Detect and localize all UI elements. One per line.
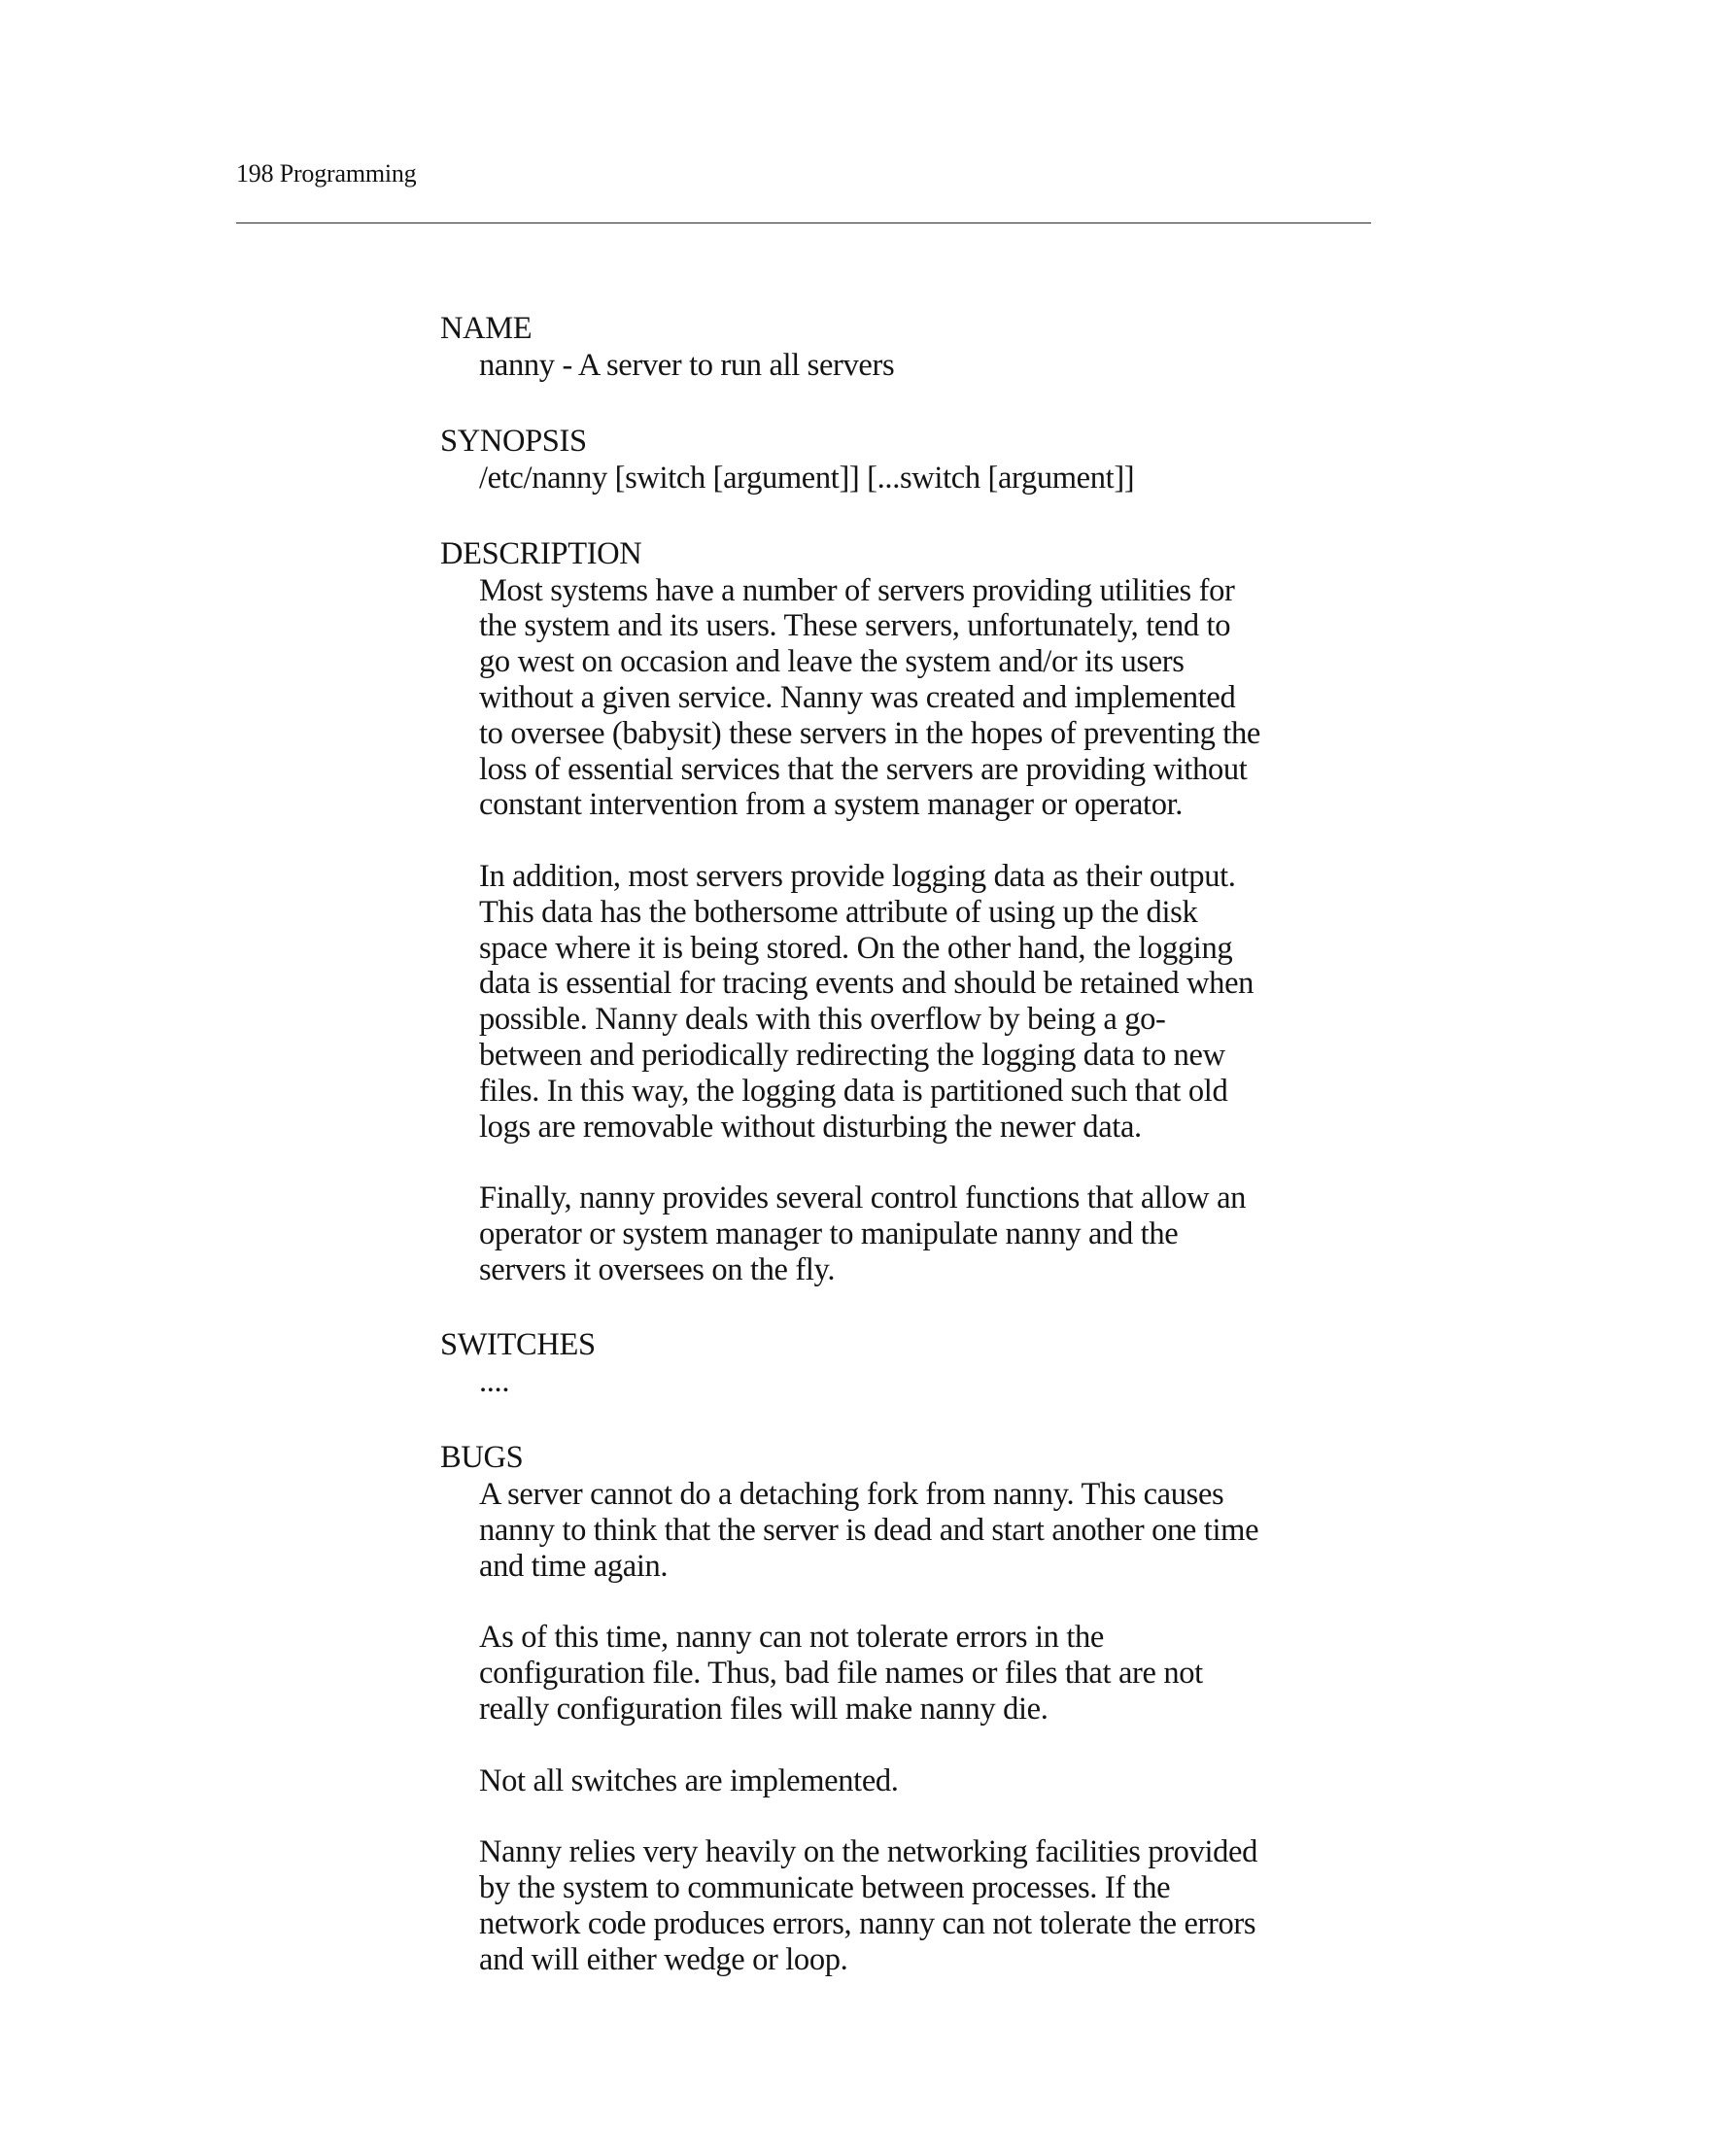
text-line: possible. Nanny deals with this overflow by being a go- [479, 1002, 1166, 1038]
text-line: data is essential for tracing events and should be retained when [479, 966, 1255, 1002]
paragraph [479, 1763, 1412, 1799]
text-line: Most systems have a number of servers providing utilities for [479, 572, 1235, 608]
ellipsis-placeholder: .... [479, 1364, 510, 1400]
paragraph [479, 461, 1412, 496]
text-line: Nanny relies very heavily on the networking facilities provided [479, 1834, 1258, 1870]
paragraph [479, 1181, 1412, 1287]
section-heading: BUGS [440, 1440, 524, 1476]
text-line: really configuration files will make nanny die. [479, 1692, 1049, 1728]
header-rule [236, 222, 1371, 223]
text-line: the system and its users. These servers, unfortunately, tend to [479, 608, 1231, 644]
text-line: loss of essential services that the servers are providing without [479, 751, 1248, 787]
text-line: between and periodically redirecting the logging data to new [479, 1037, 1225, 1073]
text-line: files. In this way, the logging data is partitioned such that old [479, 1073, 1228, 1109]
section-body [479, 348, 1412, 384]
text-line: nanny to think that the server is dead and start another one time [479, 1513, 1259, 1549]
section-bugs [440, 1440, 1412, 1977]
text-line: to oversee (babysit) these servers in the hopes of preventing the [479, 715, 1260, 751]
text-line: operator or system manager to manipulate nanny and the [479, 1215, 1179, 1251]
text-line: and will either wedge or loop. [479, 1941, 848, 1977]
text-line: logs are removable without disturbing the newer data. [479, 1109, 1142, 1145]
section-body [479, 1477, 1412, 1977]
text-line: As of this time, nanny can not tolerate errors in the [479, 1620, 1105, 1656]
running-head: 198 Programming [236, 159, 417, 188]
paragraph [479, 348, 1412, 384]
text-line: configuration file. Thus, bad file names or files that are not [479, 1656, 1203, 1692]
text-line: space where it is being stored. On the other hand, the logging [479, 930, 1233, 966]
section-body [479, 1364, 1412, 1400]
text-line: Not all switches are implemented. [479, 1762, 899, 1798]
section-body [479, 573, 1412, 1288]
paragraph [479, 1364, 1412, 1400]
section-switches [440, 1327, 1412, 1400]
section-body [479, 461, 1412, 496]
text-line: This data has the bothersome attribute of using up the disk [479, 894, 1198, 930]
paragraph [479, 1477, 1412, 1584]
text-line: network code produces errors, nanny can not tolerate the errors [479, 1905, 1256, 1941]
text-line: In addition, most servers provide logging data as their output. [479, 858, 1236, 894]
section-heading: NAME [440, 311, 533, 346]
section-heading: SWITCHES [440, 1327, 596, 1363]
paragraph [479, 573, 1412, 824]
text-line: Finally, nanny provides several control functions that allow an [479, 1181, 1247, 1216]
text-line: constant intervention from a system manager or operator. [479, 787, 1184, 823]
paragraph [479, 859, 1412, 1145]
text-line: without a given service. Nanny was created and implemented [479, 679, 1236, 715]
paragraph [479, 1620, 1412, 1727]
text-line: and time again. [479, 1548, 669, 1584]
text-line: go west on occasion and leave the system and/or its users [479, 644, 1185, 680]
section-name [440, 311, 1412, 384]
synopsis-command: /etc/nanny [switch [argument]] [...switch [argument]] [479, 460, 1135, 496]
text-line: A server cannot do a detaching fork from nanny. This causes [479, 1477, 1224, 1513]
text-line: nanny - A server to run all servers [479, 347, 895, 383]
paragraph [479, 1834, 1412, 1977]
section-heading: SYNOPSIS [440, 423, 587, 459]
man-page [440, 311, 1412, 1977]
section-description [440, 536, 1412, 1288]
section-synopsis [440, 424, 1412, 496]
text-line: servers it oversees on the fly. [479, 1251, 836, 1287]
text-line: by the system to communicate between processes. If the [479, 1870, 1171, 1906]
section-heading: DESCRIPTION [440, 535, 642, 571]
